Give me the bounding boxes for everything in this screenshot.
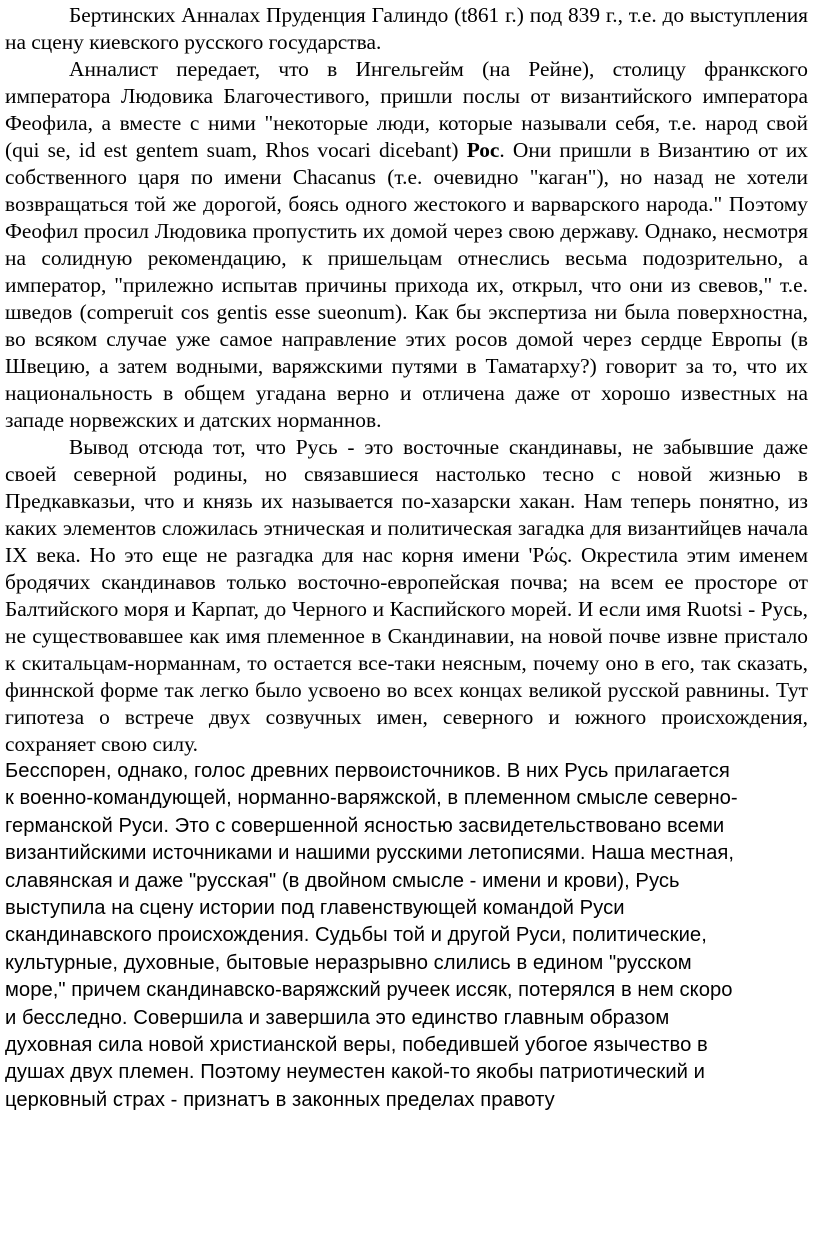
text-line: выступила на сцену истории под главенствующей командой Руси: [5, 897, 625, 920]
paragraph-annalist: [5, 56, 808, 434]
text-line: византийскими источниками и нашими русскими летописями. Наша местная,: [5, 842, 735, 865]
text-line: культурные, духовные, бытовые неразрывно слились в едином "русском: [5, 951, 692, 974]
text-line: и бесследно. Совершила и завершила это единство главным образом: [5, 1006, 670, 1029]
paragraph-conclusion: [5, 434, 808, 758]
paragraph-text: . Они пришли в Византию от их собственного царя по имени Chacanus (т.е. очевидно "каган"), но назад не хотели возвращаться той же дорогой, боясь одного жестокого и варварского народа." Поэтому Феофил просил Людовика пропустить их домой через свою державу. Однако, несмотря на солидную рекомендацию, к пришельцам отнеслись весьма подозрительно, а император, "прилежно испытав причины прихода их, открыл, что они из свевов," т.е. шведов (comperuit cos gentis esse sueonum). Как бы экспертиза ни была поверхностна, во всяком случае уже самое направление этих росов домой через сердце Европы (в Швецию, а затем водными, варяжскими путями в Таматарху?) говорит за то, что их национальность в общем угадана верно и отличена даже от хорошо известных на западе норвежских и датских норманнов.: [5, 138, 808, 432]
text-line: море," причем скандинавско-варяжский ручеек иссяк, потерялся в нем скоро: [5, 979, 733, 1002]
text-line: церковный страх - признатъ в законных пределах правоту: [5, 1088, 555, 1111]
text-line: германской Руси. Это с совершенной ясностью засвидетельствовано всеми: [5, 814, 725, 837]
text-line: к военно-командующей, норманно-варяжской, в племенном смысле северно-: [5, 787, 738, 810]
paragraph-text: Вывод отсюда тот, что Русь - это восточные скандинавы, не забывшие даже своей северной родины, но связавшиеся настолько тесно с новой жизнью в Предкавказьи, что и князь их называется по-хазарски хакан. Нам теперь понятно, из каких элементов сложилась этническая и политическая загадка для византийцев начала IX века. Но это еще не разгадка для нас корня имени 'Ρώς. Окрестила этим именем бродячих скандинавов только восточно-европейская почва; на всем ее просторе от Балтийского моря и Карпат, до Черного и Каспийского морей. И если имя Ruotsi - Русь, не существовавшее как имя племенное в Скандинавии, на новой почве извне пристало к скитальцам-норманнам, то остается все-таки неясным, почему оно в его, так сказать, финнской форме так легко было усвоено во всех концах великой русской равнины. Тут гипотеза о встрече двух созвучных имен, северного и южного происхождения, сохраняет свою силу.: [5, 435, 808, 756]
text-line: духовная сила новой христианской веры, победившей убогое язычество в: [5, 1034, 708, 1057]
paragraph-text: Анналист передает, что в Ингельгейм (на Рейне), столицу франкского императора Людовика Благочестивого, пришли послы от византийского императора Феофила, а вместе с ними "некоторые люди, которые называли себя, т.е. народ свой (qui se, id est gentem suam, Rhos vocari dicebant): [5, 57, 808, 162]
text-line: душах двух племен. Поэтому неуместен какой-то якобы патриотический и: [5, 1061, 705, 1084]
paragraph-intro: [5, 0, 808, 56]
text-line: скандинавского происхождения. Судьбы той и другой Руси, политические,: [5, 924, 707, 947]
paragraph-sources: [5, 758, 808, 1114]
text-line: славянская и даже "русская" (в двойном смысле - имени и крови), Русь: [5, 869, 680, 892]
paragraph-text: Бертинских Анналах Пруденция Галиндо (t861 г.) под 839 г., т.е. до выступления на сцену киевского русского государства.: [5, 3, 808, 54]
bold-term-ros: Рос: [466, 138, 500, 162]
text-line: Бесспорен, однако, голос древних первоисточников. В них Русь прилагается: [5, 760, 730, 782]
